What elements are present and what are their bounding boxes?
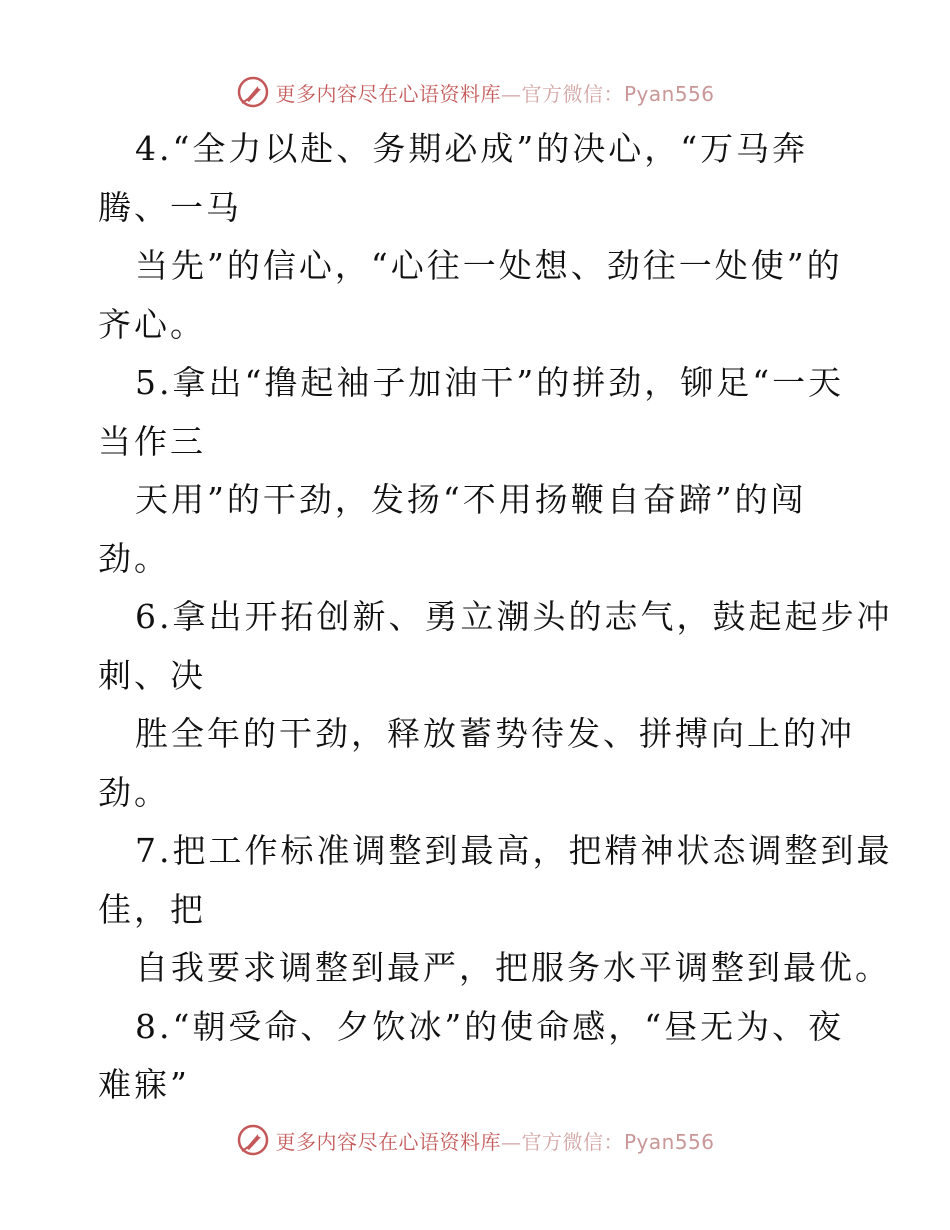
footer-banner-id: Pyan556 xyxy=(623,1129,715,1154)
header-banner-main: 更多内容尽在心语资料库 xyxy=(275,81,501,106)
footer-banner-text xyxy=(275,1126,714,1155)
text-line: 难寐” xyxy=(98,1065,190,1104)
text-line: 自我要求调整到最严，把服务水平调整到最优。 xyxy=(135,948,891,987)
text-line: 8.“朝受命、夕饮冰”的使命感，“昼无为、夜 xyxy=(135,1006,845,1046)
text-line: 6.拿出开拓创新、勇立潮头的志气，鼓起起步冲 xyxy=(135,597,893,636)
text-line: 齐心。 xyxy=(98,304,206,344)
header-banner-sep: — xyxy=(500,81,522,106)
footer-banner-main: 更多内容尽在心语资料库 xyxy=(275,1129,501,1154)
text-line: 当作三 xyxy=(98,421,206,461)
text-line: 4.“全力以赴、务期必成”的决心，“万马奔 xyxy=(135,129,809,168)
text-line: 天用”的干劲，发扬“不用扬鞭自奋蹄”的闯 xyxy=(135,480,807,519)
footer-banner-label: 官方微信： xyxy=(521,1129,624,1154)
header-banner xyxy=(0,70,950,114)
text-line: 5.拿出“撸起袖子加油干”的拼劲，铆足“一天 xyxy=(135,363,845,402)
text-line: 佳，把 xyxy=(98,889,206,929)
document-body xyxy=(98,120,893,1115)
text-line: 劲。 xyxy=(98,538,170,578)
footer-banner xyxy=(0,1118,950,1162)
header-banner-label: 官方微信： xyxy=(521,81,624,106)
header-banner-id: Pyan556 xyxy=(623,81,715,106)
text-line: 7.把工作标准调整到最高，把精神状态调整到最 xyxy=(135,831,893,870)
pen-nib-logo-icon xyxy=(235,1122,271,1158)
text-line: 刺、决 xyxy=(98,655,206,695)
text-line: 腾、一马 xyxy=(98,187,242,227)
footer-banner-sep: — xyxy=(500,1129,522,1154)
header-banner-text xyxy=(275,78,714,107)
text-line: 劲。 xyxy=(98,772,170,812)
pen-nib-logo-icon xyxy=(235,74,271,110)
text-line: 胜全年的干劲，释放蓄势待发、拼搏向上的冲 xyxy=(135,714,855,753)
text-line: 当先”的信心，“心往一处想、劲往一处使”的 xyxy=(135,246,843,285)
